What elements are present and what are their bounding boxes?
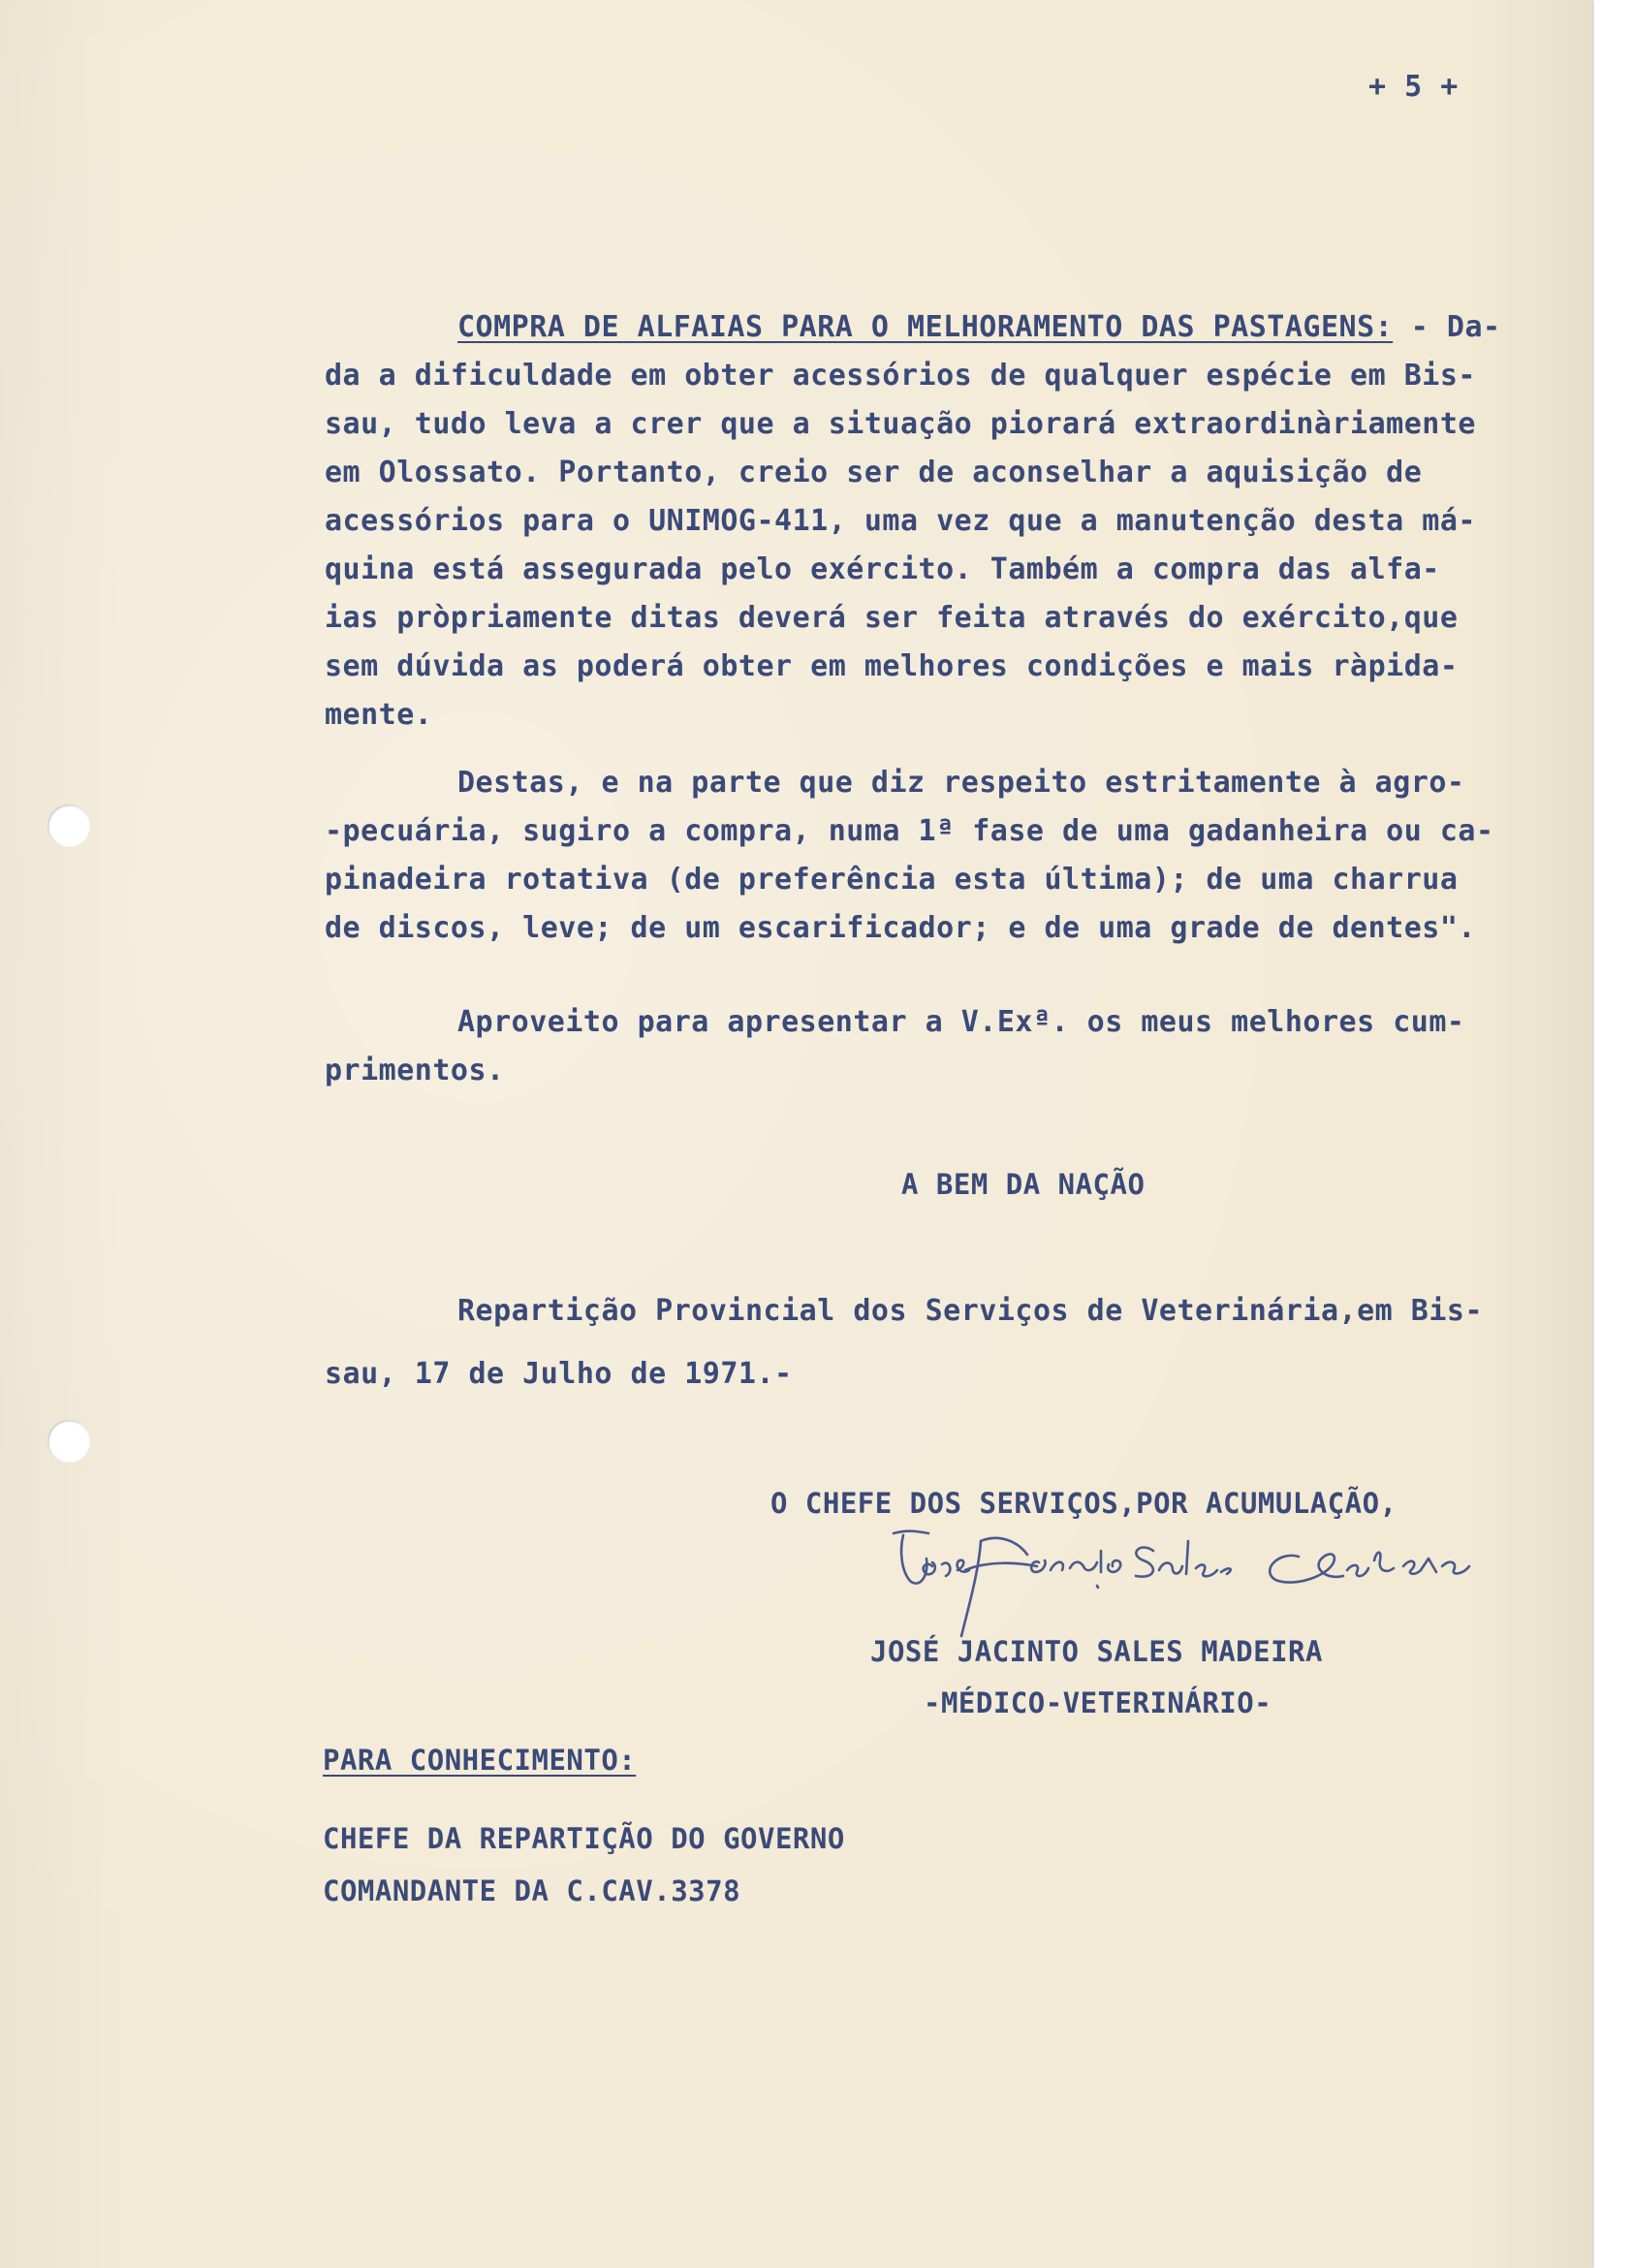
body-line: sau, tudo leva a crer que a situação piorará extraordinàriamente xyxy=(325,407,1476,441)
punch-hole-lower xyxy=(47,1420,90,1463)
body-line: primentos. xyxy=(325,1054,505,1087)
signatory-name: JOSÉ JACINTO SALES MADEIRA xyxy=(870,1635,1323,1668)
body-line: ias pròpriamente ditas deverá ser feita através do exército,que xyxy=(325,601,1459,635)
section-heading-line xyxy=(457,310,1501,344)
body-line: Aproveito para apresentar a V.Exª. os meus melhores cum- xyxy=(457,1005,1465,1039)
distribution-heading: PARA CONHECIMENTO: xyxy=(323,1744,637,1777)
body-line: Destas, e na parte que diz respeito estritamente à agro- xyxy=(457,766,1465,800)
body-line: de discos, leve; de um escarificador; e de uma grade de dentes". xyxy=(325,911,1476,945)
signatory-title: O CHEFE DOS SERVIÇOS,POR ACUMULAÇÃO, xyxy=(770,1487,1397,1520)
signatory-role: -MÉDICO-VETERINÁRIO- xyxy=(924,1686,1272,1719)
place-date-line: Repartição Provincial dos Serviços de Veterinária,em Bis- xyxy=(457,1294,1484,1328)
body-line: mente. xyxy=(325,698,433,732)
body-line: -pecuária, sugiro a compra, numa 1ª fase de uma gadanheira ou ca- xyxy=(325,814,1494,848)
handwritten-signature xyxy=(872,1512,1512,1638)
page-number: + 5 + xyxy=(1368,70,1459,104)
body-line: em Olossato. Portanto, creio ser de aconselhar a aquisição de xyxy=(325,456,1423,489)
section-heading: COMPRA DE ALFAIAS PARA O MELHORAMENTO DAS PASTAGENS: xyxy=(457,310,1394,344)
body-line: acessórios para o UNIMOG-411, uma vez que a manutenção desta má- xyxy=(325,504,1476,538)
punch-hole-upper xyxy=(47,804,90,847)
body-line: pinadeira rotativa (de preferência esta última); de uma charrua xyxy=(325,863,1459,897)
distribution-recipient: CHEFE DA REPARTIÇÃO DO GOVERNO xyxy=(323,1822,845,1855)
body-line: da a dificuldade em obter acessórios de qualquer espécie em Bis- xyxy=(325,359,1476,393)
distribution-recipient: COMANDANTE DA C.CAV.3378 xyxy=(323,1874,741,1907)
place-date-line: sau, 17 de Julho de 1971.- xyxy=(325,1357,793,1391)
section-heading-tail: - Da- xyxy=(1393,310,1501,344)
body-line: quina está assegurada pelo exército. Também a compra das alfa- xyxy=(325,552,1440,586)
body-line: sem dúvida as poderá obter em melhores condições e mais ràpida- xyxy=(325,649,1459,683)
salutation: A BEM DA NAÇÃO xyxy=(901,1168,1146,1201)
